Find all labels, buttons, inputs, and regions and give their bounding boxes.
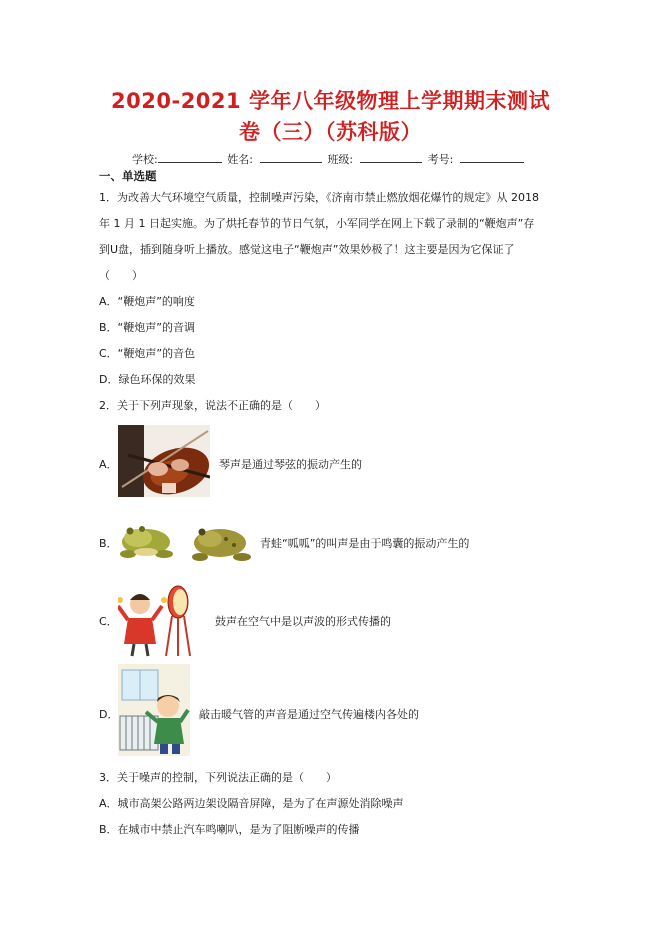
q2-stem: 2．关于下列声现象，说法不正确的是（ ） [99, 399, 326, 412]
q2-option-d-letter[interactable]: D． [99, 708, 119, 721]
page-title-line2: 卷（三）（苏科版） [239, 120, 422, 144]
school-label: 学校: [132, 153, 158, 166]
q1-line1: 1．为改善大气环境空气质量，控制噪声污染，《济南市禁止燃放烟花爆竹的规定》从 2018 [99, 191, 539, 204]
q2-option-c-text[interactable]: 鼓声在空气中是以声波的形式传播的 [215, 615, 391, 628]
q1-option-d[interactable]: D．绿色环保的效果 [99, 373, 196, 386]
school-blank[interactable] [158, 151, 222, 163]
q1-line2: 年 1 月 1 日起实施。为了烘托春节的节日气氛，小军同学在网上下载了录制的“鞭炮声”存 [99, 217, 535, 230]
class-label: 班级: [327, 153, 354, 166]
violin-image [118, 425, 210, 497]
q2-option-b-text[interactable]: 青蛙“呱呱”的叫声是由于鸣囊的振动产生的 [260, 537, 470, 550]
frog-image-left [116, 516, 174, 560]
q2-option-a-text[interactable]: 琴声是通过琴弦的振动产生的 [219, 458, 362, 471]
q1-line3: 到U盘，插到随身听上播放。感觉这电子“鞭炮声”效果妙极了！这主要是因为它保证了 [99, 243, 515, 256]
q2-option-d-text[interactable]: 敲击暖气管的声音是通过空气传遍楼内各处的 [199, 708, 419, 721]
q2-option-a-letter[interactable]: A． [99, 458, 118, 471]
q1-option-c[interactable]: C．“鞭炮声”的音色 [99, 347, 196, 360]
q1-option-b[interactable]: B．“鞭炮声”的音调 [99, 321, 195, 334]
q3-option-b[interactable]: B．在城市中禁止汽车鸣喇叭，是为了阻断噪声的传播 [99, 823, 360, 836]
radiator-knocking-image [118, 664, 190, 756]
name-label: 姓名: [227, 153, 253, 166]
drummer-image [118, 582, 202, 658]
page-title-line1: 2020-2021 学年八年级物理上学期期末测试 [111, 89, 550, 113]
q3-option-a[interactable]: A．城市高架公路两边架设隔音屏障，是为了在声源处消除噪声 [99, 797, 404, 810]
frog-image-right [190, 519, 252, 563]
exam-no-label: 考号: [427, 153, 454, 166]
q2-option-c-letter[interactable]: C． [99, 615, 118, 628]
q1-option-a[interactable]: A．“鞭炮声”的响度 [99, 295, 195, 308]
exam-no-blank[interactable] [460, 151, 524, 163]
student-info-line [132, 151, 526, 167]
section-heading: 一、单选题 [99, 169, 157, 183]
q2-option-b-letter[interactable]: B． [99, 537, 118, 550]
q3-stem: 3．关于噪声的控制，下列说法正确的是（ ） [99, 771, 337, 784]
class-blank[interactable] [360, 151, 422, 163]
name-blank[interactable] [260, 151, 322, 163]
q1-line4: （ ） [99, 269, 143, 282]
